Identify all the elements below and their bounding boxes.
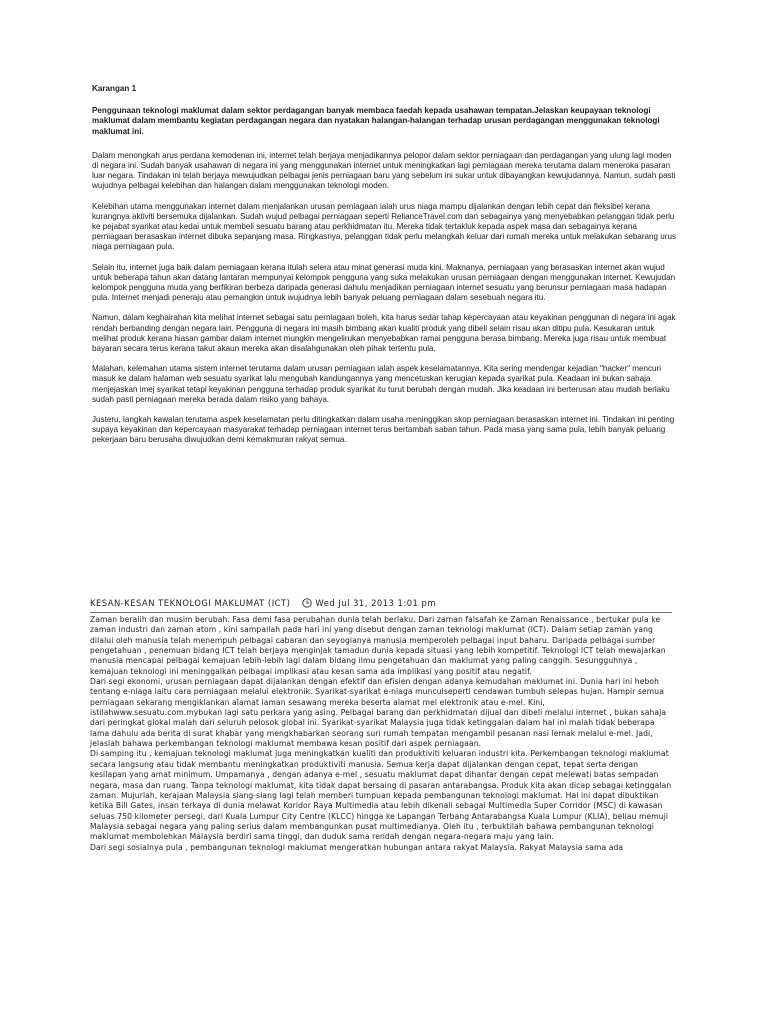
blog-post-title: KESAN-KESAN TEKNOLOGI MAKLUMAT (ICT): [90, 598, 291, 608]
essay-paragraph-5: Malahan, kelemahan utama sistem internet terutama dalam urusan perniagaan ialah aspek keselamatannya. Kita sering mendengar kejadian "hacker" mencuri masuk ke dalam halaman web sesuatu syarikat lalu mengubah kandungannya yang mencetuskan kerugian kepada syarikat pula. Keadaan ini bukan sahaja menjejaskan imej syarikat tetapi keyakinan pengguna terhadap produk syarikat itu turut berubah dengan mudah. Jika keadaan ini berterusan atau mudah berlaku sudah pasti perniagaan mereka berada dalam risiko yang bahaya.: [92, 364, 670, 404]
essay-paragraph-3: Selain itu, internet juga baik dalam perniagaan kerana itulah selera atau minat generasi muda kini. Maknanya, perniagaan yang berasaskan internet akan wujud untuk beberapa tahun akan datang lantaran mempunyai kelompok pengguna yang suka melakukan urusan perniagaan dengan menggunakan internet. Kewujudan kelompok pengguna muda yang berfikiran berbeza daripada generasi dahulu menjadikan perniagaan internet sesuatu yang berunsur perniagaan masa hadapan pula. Internet menjadi peneraju atau pemangkin untuk wujudnya lebih banyak peluang perniagaan dalam sesebuah negara itu.: [92, 262, 676, 303]
blog-post: [90, 598, 672, 853]
essay-question: Penggunaan teknologi maklumat dalam sektor perdagangan banyak membaca faedah kepada usahawan tempatan.Jelaskan keupayaan teknologi maklumat dalam membantu kegiatan perdagangan negara dan nyatakan halangan-halangan terhadap urusan perdagangan menggunakan teknologi maklumat ini.: [92, 106, 660, 136]
essay-paragraph-1: Dalam menongkah arus perdana kemodenan ini, internet telah berjaya menjadikannya pelopor dalam sektor perniagaan dan perdagangan yang ulung lagi moden di negara ini. Sudah banyak usahawan di negara ini yang menggunakan internet untuk meningkatkan lagi perniagaan mereka terutama dalam meneroka pasaran luar negara. Tindakan ini telah berjaya mewujudkan pelbagai jenis perniagaan baru yang sebelum ini sukar untuk dibayangkan kewujudannya. Namun, sudah pasti wujudnya pelbagai kelebihan dan halangan dalam menggunakan teknologi moden.: [92, 150, 676, 191]
essay-title: Karangan 1: [92, 84, 137, 93]
blog-post-header: [90, 598, 672, 613]
blog-paragraph-4: Dari segi sosialnya pula , pembangunan teknologi maklumat mengeratkan hubungan antara rakyat Malaysia. Rakyat Malaysia sama ada: [90, 842, 624, 852]
post-date-text: Wed Jul 31, 2013 1:01 pm: [315, 598, 436, 608]
blog-post-body: [90, 615, 672, 853]
essay-paragraph-4: Namun, dalam keghairahan kita melihat internet sebagai satu perniagaan boleh, kita harus sedar tahap kepercayaan atau keyakinan penggunan di negara ini agak rendah berbanding dengan negara lain. Pengguna di negara ini masih bimbang akan kualiti produk yang dibeli selain risau akan ditipu pula. Kesukaran untuk melihat produk kerana hiasan gambar dalam internet mungkin mengelirukan menyebabkan ramai pengguna berasa bimbang. Mereka juga risau untuk membuat bayaran secara terus kerana takut akaun mereka akan disalahgunakan oleh pihak tertentu pula.: [92, 313, 676, 354]
blog-paragraph-3: Di samping itu , kemajuan teknologi maklumat juga meningkatkan kualiti dan produktiviti keluaran industri kita. Perkembangan teknologi maklumat secara langsung atau tidak membantu meningkatkan produktiviti manusia. Semua kerja dapat dijalankan dengan cepat, tepat serta dengan kesilapan yang amat minimum. Umpamanya , dengan adanya e-mel , sesuatu maklumat dapat dihantar dengan cepat melewati batas sempadan negara, masa dan ruang. Tanpa teknologi maklumat, kita tidak dapat bersaing di pasaran antarabangsa. Produk kita akan dicap sebagai ketinggalan zaman. Mujurlah, kerajaan Malaysia siang-siang lagi telah memberi tumpuan kepada pembangunan teknologi maklumat. Hal ini dapat dibuktikan ketika Bill Gates, insan terkaya di dunia melawat Koridor Raya Multimedia atau lebih dikenali sebagai Multimedia Super Corridor (MSC) di kawasan seluas 750 kilometer persegi, dari Kuala Lumpur City Centre (KLCC) hingga ke Lapangan Terbang Antarabangsa Kuala Lumpur (KLIA), beliau memuji Malaysia sebagai negara yang paling serius dalam membangunkan pusat multimedianya. Oleh itu , terbuktilah bahawa pembangunan teknologi maklumat membolehkan Malaysia berdiri sama tinggi, dan duduk sama rendah dengan negara-negara maju yang lain.: [90, 749, 672, 842]
blog-paragraph-1: Zaman beralih dan musim berubah. Fasa demi fasa perubahan dunia telah berlaku. Dari zaman falsafah ke Zaman Renaissance , bertukar pula ke zaman industri dan zaman atom , kini sampailah pada hari ini yang disebut dengan zaman teknologi maklumat (ICT). Dalam setiap zaman yang dilalui oleh manusia telah menempuh pelbagai cabaran dan seyogianya manusia memperoleh pelbagai input baharu. Daripada pelbagai sumber pengetahuan , penemuan bidang ICT telah berjaya menginjak tamadun dunia kepada situasi yang lebih kompetitif. Teknologi ICT telah mewajarkan manusia mencapai pelbagai kemajuan lebih-lebih lagi dalam bidang ilmu pengetahuan dan maklumat yang paling canggih. Sesungguhnya , kemajuan teknologi ini meninggalkan pelbagai implikasi atau kesan sama ada implikasi yang positif atau negatif.: [90, 615, 666, 676]
essay-paragraph-6: Justeru, langkah kawalan terutama aspek keselamatan perlu ditingkatkan dalam usaha meninggikan skop perniagaan berasaskan internet ini. Tindakan ini penting supaya keyakinan dan kepercayaan masyarakat terhadap perniagaan internet terus bertambah saban tahun. Pada masa yang sama pula, lebih banyak peluang pekerjaan baru berusaha diwujudkan demi kemakmuran rakyat semua.: [92, 415, 675, 445]
clock-icon: [302, 598, 312, 608]
post-date: [302, 598, 436, 608]
essay-section: [92, 84, 677, 456]
blog-paragraph-2: Dari segi ekonomi, urusan perniagaan dapat dijalankan dengan efektif dan efisien dengan adanya kemudahan maklumat ini. Dunia hari ini heboh tentang e-niaga iaitu cara perniagaan melalui elektronik. Syarikat-syarikat e-niaga munculseperti cendawan tumbuh selepas hujan. Hampir semua perniagaan sekarang mengiklankan alamat laman sesawang mereka beserta alamat mel elektronik atau e-mel. Kini, istilahwww.sesuatu.com.mybukan lagi satu perkara yang asing. Pelbagai barang dan perkhidmatan dijual dan dibeli melalui internet , bukan sahaja dari peringkat glokal malah dari seluruh pelosok global ini. Syarikat-syarikat Malaysia juga tidak ketinggalan dalam hal ini malah tidak beberapa lama dahulu ada berita di surat khabar yang mengkhabarkan seorang suri rumah tempatan mengambil pesanan nasi lemak melalui e-mel. Jadi, jelaslah bahawa perkembangan teknologi maklumat membawa kesan positif dari aspek perniagaan.: [90, 677, 667, 749]
essay-paragraph-2: Kelebihan utama menggunakan internet dalam menjalankan urusan perniagaan ialah urus niaga mampu dijalankan dengan lebih cepat dan fleksibel kerana kurangnya aktiviti bersemuka dijalankan. Sudah wujud pelbagai perniagaan seperti RelianceTravel.com dan sebagainya yang menyebabkan pelanggan tidak perlu ke pejabat syarikat atau kedai untuk membeli sesuatu barang atau perkhidmatan itu. Mereka tidak tertakluk kepada aspek masa dan sebagainya kerana perniagaan berasaskan internet dibuka sepanjang masa. Ringkasnya, pelanggan tidak perlu melangkah keluar dari rumah mereka untuk melakukan sebarang urus niaga perniagaan pula.: [92, 201, 677, 252]
